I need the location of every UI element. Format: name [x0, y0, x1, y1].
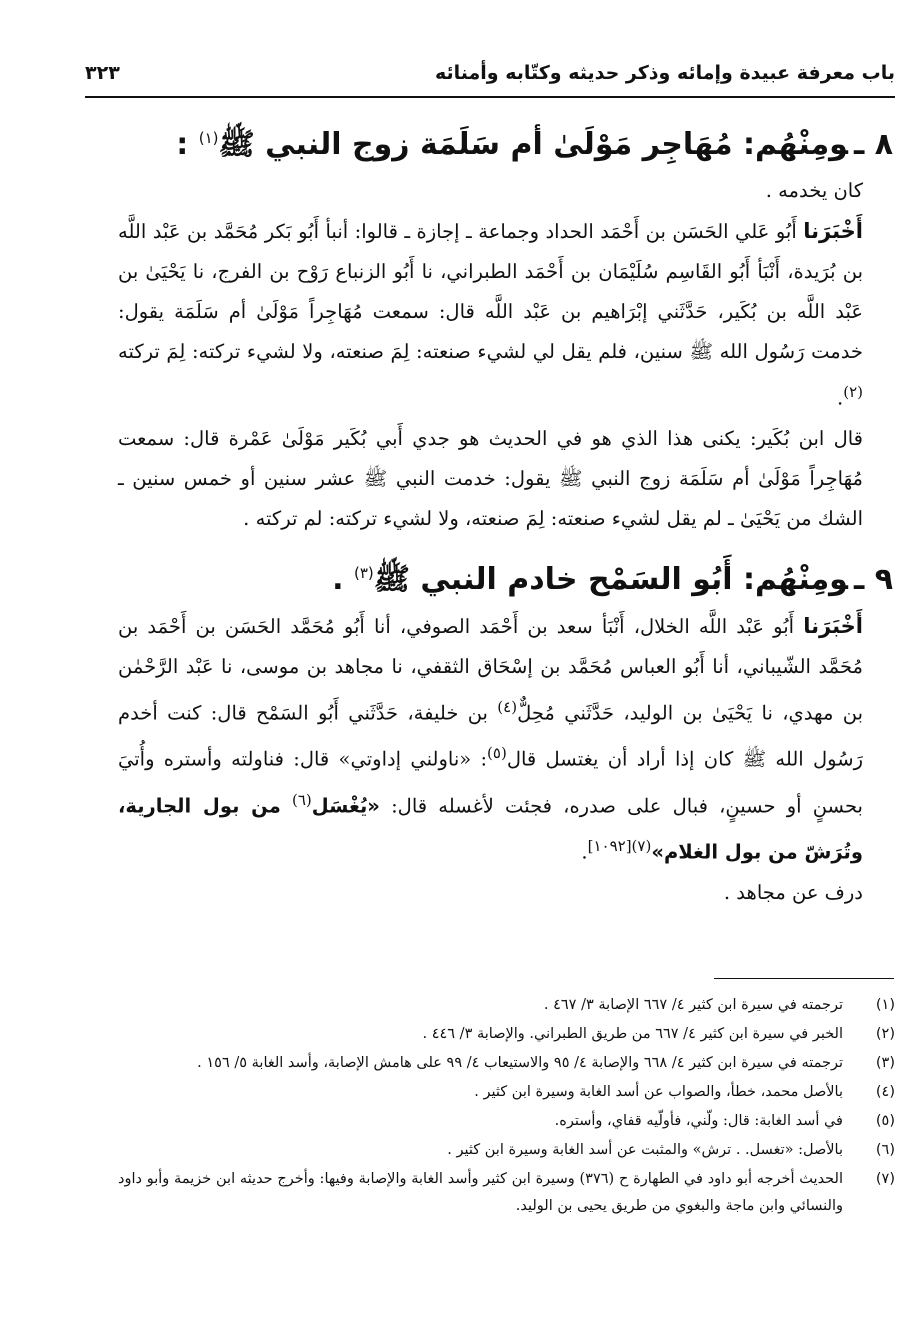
- note-ref-5: (٥): [487, 744, 507, 762]
- footnote-text: بالأصل محمد، خطأ، والصواب عن أسد الغابة وسيرة ابن كثير .: [474, 1084, 843, 1100]
- footnote-text: ترجمته في سيرة ابن كثير ٤/ ٦٦٧ الإصابة ٣/ ٤٦٧ .: [543, 997, 843, 1013]
- entry-9-heading: [118, 547, 893, 606]
- entry-8-heading: [118, 112, 893, 171]
- note-ref-6: (٦): [291, 790, 312, 809]
- footnote-rule: [714, 978, 894, 979]
- footnote-7: [118, 1166, 895, 1220]
- footnote-number: (٤): [875, 1084, 895, 1100]
- hadith-quote-a: «يُغْسَل: [311, 794, 380, 817]
- entry-9-end: .: [581, 840, 588, 864]
- note-ref-2: (٢): [843, 383, 863, 401]
- page-number: ٣٢٣: [85, 62, 120, 84]
- entry-8-lead: أَخْبَرَنا: [803, 219, 863, 243]
- entry-8-number: ٨ ـ: [853, 127, 893, 162]
- entry-9-text-b: بن خليفة، حَدَّثَني أَبُو السَمْح قال: كنت أخدم رَسُول الله ﷺ كان إذا أراد أن يغتسل قال: [118, 701, 863, 771]
- footnote-number: (١): [875, 997, 895, 1013]
- footnote-2: [118, 1021, 895, 1048]
- running-title: باب معرفة عبيدة وإمائه وذكر حديثه وكتّابه وأمنائه: [434, 62, 895, 84]
- note-ref-1: (١): [198, 129, 219, 147]
- entry-8-heading-tail: :: [176, 127, 189, 162]
- footnote-number: (٢): [875, 1026, 895, 1042]
- entry-8-para1-end: .: [837, 386, 844, 410]
- note-ref-3: (٣): [353, 563, 374, 582]
- footnote-5: [118, 1108, 895, 1135]
- footnote-text: بالأصل: «تغسل. . ترش» والمثبت عن أسد الغابة وسيرة ابن كثير .: [447, 1142, 843, 1158]
- entry-9-subline: درف عن مجاهد .: [723, 880, 863, 904]
- hadith-quote-b: من بول الجارية، وتُرَشّ من بول الغلام»: [118, 794, 863, 864]
- entry-8-isnad: [118, 211, 893, 419]
- entry-8-para1-text: أَبُو عَلي الحَسَن بن أَحْمَد الحداد وجماعة ـ إجازة ـ قالوا: أنبأ أَبُو بَكر مُحَمَّد بن عَبْد اللَّه بن بُرَيدة، أَنْبَأ أَبُو القَاسِم سُلَيْمَان بن أَحْمَد الطبراني، نا أَبُو الزنباع رَوْح بن الفرج، نا يَحْيَىٰ بن عَبْد اللَّه بن بُكَير، حَدَّثَني إبْرَاهيم بن عَبْد اللَّه قال: سمعت مُهَاجِراً مَوْلَىٰ أم سَلَمَة يقول: خدمت رَسُول الله ﷺ سنين، فلم يقل لي لشيء صنعته: لِمَ صنعته، ولا لشيء تركته: لِمَ تركته: [118, 220, 863, 363]
- entry-9-title: ومِنْهُم: أَبُو السَمْح خادم النبي ﷺ: [373, 561, 848, 597]
- section-gap: [118, 539, 893, 547]
- entry-9-lead: أَخْبَرَنا: [803, 613, 863, 638]
- footnotes: [118, 992, 895, 1220]
- footnote-text: ترجمته في سيرة ابن كثير ٤/ ٦٦٨ والإصابة ٤/ ٩٥ والاستيعاب ٤/ ٩٩ على هامش الإصابة، وأسد الغابة ٥/ ١٥٦ .: [197, 1055, 843, 1071]
- footnote-1: [118, 992, 895, 1019]
- footnote-number: (٧): [875, 1171, 895, 1187]
- main-text: [118, 112, 893, 913]
- footnote-number: (٣): [875, 1055, 895, 1071]
- note-ref-4: (٤): [497, 697, 518, 716]
- entry-9-heading-tail: .: [332, 561, 344, 597]
- entry-8-para2: قال ابن بُكَير: يكنى هذا الذي هو في الحديث هو جدي أَبي بُكَير مَوْلَىٰ عَمْرة قال: سمعت مُهَاجِراً مَوْلَىٰ أم سَلَمَة زوج النبي ﷺ يقول: خدمت النبي ﷺ عشر سنين أو خمس سنين ـ الشك من يَحْيَىٰ ـ لم يقل لشيء صنعته: لِمَ صنعته، ولا لشيء تركته: لم تركته .: [118, 426, 863, 530]
- footnote-number: (٦): [875, 1142, 895, 1158]
- footnote-text: الخبر في سيرة ابن كثير ٤/ ٦٦٧ من طريق الطبراني. والإصابة ٣/ ٤٤٦ .: [422, 1026, 843, 1042]
- footnote-text: الحديث أخرجه أبو داود في الطهارة ح (٣٧٦) وسيرة ابن كثير وأسد الغابة والإصابة وفيها: وأخرج حديثه ابن خزيمة وأبو داود والنسائي وابن ماجة والبغوي من طريق يحيى بن الوليد.: [118, 1171, 843, 1214]
- footnote-number: (٥): [875, 1113, 895, 1129]
- footnote-3: [118, 1050, 895, 1077]
- entry-8-title: ومِنْهُم: مُهَاجِر مَوْلَىٰ أم سَلَمَة زوج النبي ﷺ: [218, 127, 848, 162]
- entry-9-text-a: أَبُو عَبْد اللَّه الخلال، أَنْبَأ سعد بن أَحْمَد الصوفي، أنا أَبُو مُحَمَّد الحَسَن بن أَحْمَد بن مُحَمَّد الشّيباني، أنا أَبُو العباس مُحَمَّد بن إسْحَاق الثقفي، نا مجاهد بن موسى، نا عَبْد الرَّحْمٰن بن مهدي، نا يَحْيَىٰ بن الوليد، حَدَّثَني مُحِلٌّ: [118, 614, 864, 724]
- entry-9-text-c: : «ناولني إداوتي» قال: فناولته وأستره وأُتيَ بحسنٍ أو حسينٍ، فبال على صدره، فجئت لأغسله قال:: [118, 747, 863, 817]
- entry-9-number: ٩ ـ: [853, 561, 893, 597]
- entry-8-subline: كان يخدمه .: [765, 179, 863, 202]
- page-header: [85, 60, 895, 96]
- entry-9-isnad: [118, 606, 893, 873]
- footnote-6: [118, 1137, 895, 1164]
- note-ref-7: (٧)[١٠٩٢]: [587, 837, 652, 855]
- footnote-4: [118, 1079, 895, 1106]
- footnote-text: في أسد الغابة: قال: ولّني، فأولّيه قفاي، وأستره.: [554, 1113, 843, 1129]
- header-rule: [85, 96, 895, 98]
